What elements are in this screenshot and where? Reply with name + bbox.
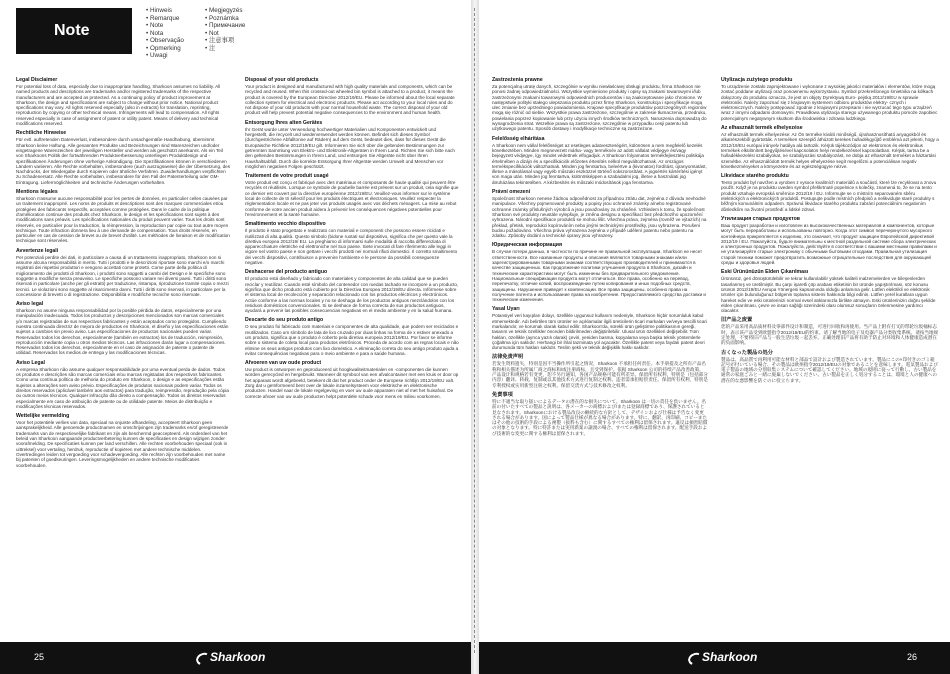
section-heading: Descarte do seu produto antigo <box>245 317 324 324</box>
text-section <box>245 221 459 265</box>
section-body: A empresa Sharkoon não assume qualquer responsabilidade por uma eventual perda de dados. Todos os produtos e descrições são marcas comerciais e/ou marcas registadas dos respectivos fabricantes. Como uma contínua política de melhoria do produto em Sharkoon, o design e as especificações estão sujeitos a alterações sem aviso prévio. Especificações de produtos nacionais podem variar. Todos os direitos reservados (aplicável também aos extractos) para tradução, reimpressão, reprodução pela cópia ou outros meios técnicos. Qualquer infracção dão direito a compensação. Todos os direitos reservados especialmente em caso de atribuição de patente ou de utilidade patente. Meios de distribuição e modificações técnicas reservados. <box>16 366 229 409</box>
section-heading: Entsorgung Ihres alten Gerätes <box>245 119 323 126</box>
section-heading: Aviso Legal <box>16 359 45 366</box>
text-section <box>16 413 230 468</box>
section-body: Il prodotto è stato progettato e realizzato con materiali e componenti che possono essere riciclati e riutilizzati di alta qualità. Questo simbolo (bidone ruotati sul dispositivo, significa che per questo vale la direttiva europea 2012/19/ EU. La preghiamo di informarsi sulle modalità di raccolta differenziata di apparecchiature elettriche ed elettroniche nel Suo paese. Siete invocati di fare riferimento alle leggi in vigore nel vostro paese e non gettare i vecchi prodotti nei normali rifiuti domestici. Il corretto smaltimento dei vecchi dispositivi, contribuisce a prevenire l'ambiente e le persone da possibili conseguenze negative. <box>245 228 458 266</box>
text-section <box>245 269 459 313</box>
language-label: • Not <box>205 30 245 38</box>
brand-name: Sharkoon <box>210 650 266 664</box>
page-gutter <box>471 0 479 674</box>
section-heading: Wettelijke vermelding <box>16 413 70 420</box>
section-body: Az elhasznált termék elhelyezése: Az Ön terméke kiváló minőségű, újrahasznosítható anyagokból és alkatrészekből gyártották. A terméken szereplő áthúzott kerekes hulladékgyűjtő emblémá azt jelenti, hogy a 2012/19/EU európai irányelv hatálya alá tartozik. Kérjük tájékozódjon az elektromos és elektronikus termékek elkülönített begyűjtésével kapcsolatos helyi rendelkezéssel kapcsolatban. Kérjük, tartsa be a hulladékkezelési szabályokat, ne szabályozási szabályozást, ne dobja az elhasznált terméket a háztartási szemétbe. Az elhasználódott termék helyes elhelyezése segít megelőzni a potenciálisan negatív következményeket a környezetre és az egészségügyre nézve. <box>721 132 939 169</box>
section-heading: Felelősség elhárítása <box>492 135 545 142</box>
section-heading: Утилизация старых продуктов <box>721 215 800 222</box>
section-heading: Rechtliche Hinweise <box>16 130 67 137</box>
text-section <box>721 125 939 169</box>
text-section <box>492 354 708 387</box>
section-heading: Disposal of your old products <box>245 77 319 83</box>
left-page <box>0 0 471 674</box>
text-section <box>16 301 230 356</box>
right-page <box>479 0 950 674</box>
language-label: • Remarque <box>146 15 184 23</box>
center-divider <box>474 8 475 653</box>
note-title: Note <box>54 22 90 39</box>
section-heading: Az elhasznált termék elhelyezése <box>721 125 803 132</box>
language-label: • Megjegyzés <box>205 7 245 15</box>
section-heading: 免責事項 <box>492 391 513 398</box>
left-footer <box>0 642 471 674</box>
text-section <box>245 317 459 356</box>
section-heading: 旧产品之废置 <box>721 317 753 324</box>
section-heading: Юридическая информация <box>492 242 562 249</box>
section-heading: 古くなった製品の処分 <box>721 349 773 356</box>
text-section <box>721 216 939 265</box>
text-section <box>492 77 708 132</box>
language-label: • Hinweis <box>146 7 184 15</box>
language-label: • Nota <box>146 30 184 38</box>
page-number-left: 25 <box>34 652 45 662</box>
section-heading: Avvertenze legali <box>16 247 59 254</box>
text-section <box>492 392 708 436</box>
section-heading: Afvoeren van uw oude product <box>245 360 322 367</box>
right-column-1 <box>492 77 708 440</box>
right-footer <box>479 642 950 674</box>
section-body: 您的产品采用高品质材料及零部件设计和制造，可进行回收和再使用。当产品上附有打叉的带轮垃圾桶标志时，表示该产品受到欧盟指令2012/19/EU的约束。请了解当地的电子及电器产品分类收集系统。请按当地规定处理，不要将旧产品与一般生活垃圾一起丢弃。正确处理旧产品将有助于防止对环境和人体健康造成潜在的负面影响。 <box>721 324 939 346</box>
text-section <box>245 120 459 169</box>
section-body: 製品は、高品質で再利用可能な材料と部品で設計および製造されています。製品にこの×印付きのゴミ箱記号が付いている場合、その製品は欧州指令2012/19/EUの対象であることを意味します。電気製品および電子製品の地域の分別収集システムについて確認してください。地域の規則に従って行動し、古い製品を通常の家庭ごみと一緒に廃棄しないでください。古い製品を正しく処分することは、環境と人の健康への潜在的な悪影響を防ぐのに役立ちます。 <box>721 356 938 383</box>
section-heading: Legal Disclaimer <box>16 77 58 83</box>
language-label: • 注意事项 <box>205 37 245 45</box>
section-body: Potansiyel veri kayıpları dolayı, özellikle uygunsuz kullanım nedeniyle, Sharkoon hiçbir sorumluluk kabul etmemektedir. Adı belirtilen tüm ürünler ve açıklamalar ilgili üreticilerin ticari markaları ve/veya tescilli ticari markalarıdır, ve korumalı olarak kabul edilir. Sharkoon'da, sürekli ürün geliştirme politikasının gereği, tasarım ve teknik özellikler önceden bildirilmeden değiştirilebilir. Ulusal ürün özellikleri değişebilir. Tüm hakları, özellikle (ayrıca yazılı olarak) çeviri, yeniden basma, kopyalama veya başka teknik yöntemlerle çoğaltma için saklıdır. Herhangi bir ihlal tazminata yol açacaktır. Özellikle patent veya faydalı patent devri durumunda tüm hakları saklıdır. Teslim şekli ve teknik değişiklik hakkı saklıdır. <box>492 313 707 351</box>
section-body: Tento produkt byl navržen a vyroben z vysoce kvalitních materiálů a součástí, které lze recyklovat a znovu použít. Když je na produktu uveden symbol přeškrtnuté popelnice s kolečky, znamená to, že se na tento produkt vztahuje evropská směrnice 2012/19 / EU. Informujte se o místním separovaném sběru elektrických a elektronických produktů. Postupujte podle místních předpisů a nelikvidujte staré produkty s běžným komunálním odpadem. Správná likvidace starého produktu zabrání potenciálním negativním důsledkům na životní prostředí a lidské zdraví. <box>721 180 937 212</box>
brand-name: Sharkoon <box>702 650 758 664</box>
page-number-right: 26 <box>907 652 918 662</box>
section-body: В случае потери данных, в частности по причине не правильной эксплуатации, Sharkoon не несет ответственности. Все названные продукты и описания являются товарными знаками и/или зарегистрированными товарными знаками соответствующих производителей и принимаются в качестве защищенных. Как продолжение политики улучшения продукта в Sharkoon, дизайн и технические характеристики могут быть изменены без предварительного уведомления. Национальные спецификации продукта могут отличаться. Все права, особенно на перевод, перепечатку, отличие копий, воспроизведение путем копирования и иных подобных средств, защищены. Нарушение приведет к компенсации. Все права защищены, особенно права на получение патента и использование права на изобретение. Предоставляемого средства доставки и технические изменения. <box>492 249 706 303</box>
section-heading: Právní omezení <box>492 189 531 196</box>
section-body: Společnost Sharkoon nenese žádnou odpovědnost za případnou ztrátu dat, zejména z důvodu nevhodné manipulace. Všechny pojmenované produkty a popisy jsou ochranné známky a/nebo registrované ochranné známky příslušných výrobců a jsou považovány za chráněné. Vzhledem k tomu, že společnost Sharkoon své produkty neustále vylepšuje, je změna designu a specifikací bez předchozího upozornění vyhrazena. Národní specifikace produktů se mohou lišit. Všechna práva, zejména (rovněž ve výtazích) na překlad, přetisk, reprodukci kopírováním nebo jinými technickými prostředky, jsou vyhrazena. Porušení budou požadováno. Všechna práva vyhrazena zejména v případě udělení patentu nebo patentu na zdatku. Způsoby dodání a technické úpravy jsou vyhrazeny. <box>492 196 707 239</box>
section-body: Sharkoon no asume ninguna responsabilidad por la posible pérdida de datos, especialmente por una manipulación inadecuada. Todos los productos y descripciones mencionados son marcas comerciales y/o marcas registradas de sus respectivos fabricantes y están aceptados como protegidos. Cumpliendo nuestra continuada directriz de mejora de productos en Sharkoon, el diseño y las especificaciones están sujetos a cambios sin previo aviso. Las especificaciones de productos nacionales pueden variar. Reservados todos los derechos, especialmente (también en extractos) los de traducción, reimpresión, reproducción mediante copia u otros medios técnicos. Las infracciones darán lugar a compensaciones. Reservados todos los derechos, especialmente en el caso de asignación de patente o patente de utilidad. Reservados los medios de entrega y las modificaciones técnicas. <box>16 308 229 356</box>
section-body: Za potencjalną utratę danych, szczególnie w wyniku niewłaściwej obsługi produktu, firma Sharkoon nie ponosi żadnej odpowiedzialności. Wszystkie wymienione produkty i opisy są znakami towarowymi i/lub zastrzeżonymi znakami towarowymi odpowiednich producentów i są zaakceptowane jako chronione. W następstwie polityki stałego ulepszania produktu przez firmę Sharkoon, konstrukcja i specyfikacje mogą ulec zmianie bez uprzedniego powiadomienia. Krajowe specyfikacje produktów poszczególnych regionów mogą się różnić od siebie. Wszystkie prawa zastrzeżone, szczególnie w zakresie tłumaczenia, przedruku, powielania poprzez kopiowanie lub przy użyciu innych środków technicznych. Naruszenia doprowadzą do wynagrodzenia strat. Wszelkie prawa są zastrzeżone, szczególnie w przypadku cesji patentu lub użytkowego patentu. Sposób dostawy i modyfikacje techniczne są zastrzeżone. <box>492 84 707 132</box>
section-heading: Eski Ürününüzün Elden Çıkarılması <box>721 269 809 276</box>
section-heading: Likvidace starého produktu <box>721 173 789 180</box>
text-section <box>16 77 230 126</box>
note-header-box <box>16 8 132 54</box>
text-section <box>16 248 230 297</box>
section-body: A Sharkoon nem vállal felelősséget az esetleges adatveszteségért, különösen a nem megfelelő kezelés következtében. Minden megnevezett márka- vagy terméknév az adott vállalat védjegye és/vagy bejegyzett védjegye, így mindet védettnek elfogadjuk. A Sharkoon folyamatos termékfejlesztési politikája értelmében a dizájn és a specifikációk előzetes értesítés nélkül megváltozhatnak. Az országos termékspecifikációk változhatnak. Minden jog fenntartva, beleértve a (kivonatos) fordítást, újranyomtatást, illetve a másolással vagy egyéb műszaki eszközzel történő sokszorosítást. A jogsértés kártérítési igényt von maga után. Minden jog fenntartva, különösképpen a szabadalmi jog, illetve a használati jog átruházása tekintetében. A kézbesítés és műszaki módosítások joga fenntartva. <box>492 142 707 185</box>
text-section <box>492 136 708 185</box>
text-section <box>245 173 459 217</box>
section-body: Uw product is ontworpen en geproduceerd uit hoogkwaliteitmaterialen en -componenten die kunnen worden gerecycled en hergebruikt. Wanneer dit symbool van een afvalcontainer met een kruis er door op het apparaat wordt afgebeeld, betekent dit dat het product onder de Europese richtlijn 2012/19/EU valt. Zorg dat u geïnformeerd bent over de lokale inzamelsysteem voor elektrische en elektronische producten. Handel naar de lokale regelgeving en voer uw oude apparaten niet af met het huisafval. De correcte afvoer van uw oude producten helpt potentiële schade voor mens en milieu voorkomen. <box>245 367 459 399</box>
left-column-2 <box>245 77 459 403</box>
language-label: • 注 <box>205 45 245 53</box>
language-list-2 <box>205 7 245 52</box>
text-section <box>721 317 939 345</box>
language-label: • Note <box>146 22 184 30</box>
section-heading: Utylizacja zużytego produktu <box>721 77 793 83</box>
language-label: • Observação <box>146 37 184 45</box>
language-label: • Opmerking <box>146 45 184 53</box>
text-section <box>16 130 230 185</box>
section-body: To urządzenie zostało zaprojektowane i wykonane z wysokiej jakości materiałów i elementów, które mogą zostać poddane utylizacji oraz ponownemu wykorzystaniu. Symbol przekreślonego śmietnika na kółkach dołączony do produktu oznacza, że jest on objęty Dyrektywą Euro- pejską 2012/19/EU w sprawie elektroniki. Należy zapoznać się z krajowym systemem odbioru produktów elektry- cznych i elektronicznych. Należy postępować zgodnie z krajowymi przepisami i nie wyrzucać tego typu urządzeń wraz z innymi odpadami domowymi. Prawidłowa utylizacja starego używanego produktu pomoże zapobiec potencjalnym negatywnym skutkom dla środowiska i zdrowia ludzkiego. <box>721 84 938 121</box>
section-heading: Aviso legal <box>16 301 44 308</box>
brand-logo-left <box>196 650 265 664</box>
section-heading: Zastrzeżenia prawne <box>492 77 543 83</box>
language-label: • Uwagi <box>146 52 184 60</box>
section-body: For potential loss of data, especially due to inappropriate handling, Sharkoon assumes no liability. All named products and descriptions are trademarks and/or registered trademarks of the respective manufacturers and are accepted as protected. As a continuing policy of product improvement at Sharkoon, the design and specifications are subject to change without prior notice. National product specifications may vary. All rights reserved especially (also in extracts) for translation, reprinting, reproduction by copying or other technical means. Infringements will lead to compensation. All rights reserved especially in case of assignment of patent or utility patent. Means of delivery and technical modifications reserved. <box>16 84 221 127</box>
text-section <box>721 77 939 121</box>
section-body: O seu produto foi fabricado com materiais e componentes de alta qualidade, que podem ser reciclados e reutilizados. Caso um símbolo de lata de lixo cruzado por duas linhas na forma de x estiver anexado a um produto, significa que o produto é coberto pela diretiva europeia 2012/19/EU. Por favor se informe sobre o sistema de coleta local para produtos eletrônicos. Proceda de acordo com as regras locais e não elimine os seus antigos produtos com lixo doméstico. A eliminação correta do seu antigo produto ajuda a evitar consequências negativas para o meio ambiente e para a saúde humana. <box>245 324 459 356</box>
section-body: Sharkoon n'assume aucune responsabilité pour les pertes de données, en particulier celles causées par un traitement inapproprié. Les noms de produits et descriptions sont des marques commerciales et/ou protégées des fabricants respectifs, acceptées comme protégées. Dans le cadre de la politique d'amélioration continue des produits chez Sharkoon, le design et les spécifications sont sujets à des modifications sans préavis. Les spécifications nationales du produit peuvent varier. Tous les droits sont réservés, en particulier pour la traduction, la réimpression, la reproduction par copie ou tout autre moyen technique. Toute infraction donnera lieu à une demande de compensation. Tous droits réservés, en particulier en cas de cession de brevet ou de brevet d'utilité. Les méthodes de livraison et de modification technique sont réservées. <box>16 196 230 244</box>
text-section <box>245 77 459 116</box>
text-section <box>16 360 230 409</box>
section-body: 若发生资料遗失，特别是因不当操作所引起之情况，Sharkoon 不承担任何责任。本手册提及之所有产品名称和相关描述为所属厂商之商标和/或注册商标，且受到保护。依据 Sharkoon 公司的持续产品改善政策，产品设计和规格若有变更，恕不另行通知，各国产品规格可能有所差异。保留所有权利，特别是（包括部分内容）翻译、转载、复制或以其他技术方式进行复制之权利。违者需承担赔偿责任。保留所有权利，特别是专利授权或实用新型注册之权利。保留交货方式与技术修改之权利。 <box>492 361 708 388</box>
section-heading: Smaltimento vecchio dispositivo <box>245 221 326 228</box>
right-column-2 <box>721 77 939 387</box>
section-heading: Deshacerse del producto antiguo <box>245 269 328 276</box>
section-body: Für evtl. auftretenden Datenverlust, insbesondere durch unsachgemäße Handhabung, übernimmt Sharkoon keine Haftung. Alle genannten Produkte und Bezeichnungen sind Warenzeichen und/oder eingetragene Warenzeichen der jeweiligen Hersteller und werden als geschützt anerkannt. Als ein Teil von Sharkoons Politik der fortwährenden Produktverbesserung unterliegen Produktdesign und -spezifikationen Änderungen ohne vorherige Ankündigung. Die Spezifikationen können in verschiedenen Ländern variieren. Alle Rechte vorbehalten, insbesondere (auch auszugsweise) die der Übersetzung, des Nachdrucks, der Wiedergabe durch Kopieren oder ähnliche Verfahren. Zuwiderhandlungen verpflichten zu Schadenersatz. Alle Rechte vorbehalten, insbesondere für den Fall der Patenterteilung oder GM-Eintragung. Liefermöglichkeiten und technische Änderungen vorbehalten. <box>16 137 230 185</box>
section-body: Ihr Gerät wurde unter Verwendung hochwertiger Materialien und Komponenten entwickelt und hergestellt, die recycelt und wiederverwendet werden können. Befindet sich dieses Symbol (durchgestrichene Abfalltonne auf Rädern) auf dem Gerät, bedeutet dies, dass für dieses Gerät die Europäische Richtline 2012/19/EU gilt. Informieren Sie sich über die geltenden Bestimmungen zur getrennten Sammlung von Elektro- und Elektronik-Altgeräten in Ihrem Land. Richten Sie sich bitte nach den geltenden Bestimmungen in Ihrem Land, und entsorgen Sie Altgeräte nicht über Ihren Haushaltsabfall. Durch die korrekte Entsorgung Ihrer Altgeräte werden Umwelt und Menschen vor möglichen negativen Folgen geschützt. <box>245 126 455 169</box>
language-list-1 <box>146 7 184 60</box>
section-body: Ürününüz, geri dönüştürülebilir ve tekrar kullanılabilir yüksek kaliteli malzemelerden ve bileşenlerden tasarlanmış ve üretilmiştir. Bu çarpı işaretli çöp arabası etiketinin bir üründe yapıştırılması, söz konusu ürünün 2012/19/EU Avrupa Yönergesi kapsamında olduğu anlamına gelir. Lütfen elektrikli ve elektronik ürünler için bulunduğunuz bölgenin toplama sistemi hakkında bilgi edinin. Lütfen yerel kurallara uygun hareket edin ve eski ürünlerinizi normal evsel atıklarınızla birlikte atmayın. Eski ürünlerinizin doğru şekilde elden çıkarılması, çevre ve insan sağlığı üzerindeki olası olumsuz sonuçların önlenmesine yardımcı olacaktır. <box>721 276 936 314</box>
text-section <box>492 242 708 302</box>
section-body: Per potenziali perdite dei dati, in particolare a causa di un trattamento inappropriato, Sharkoon non si assume alcuna responsabilità in merito. Tutti i prodotti e le descrizioni riportate sono marchi e/o marchi registrati dei rispettivi produttori e vengono accettati come protetti. Come parte della politica di miglioramento dei prodotti di Sharkoon, i prodotti sono soggetti a cambi del Design e le specifiche sono soggette a modifiche senza preavviso. Le specifiche possono variare nei diversi paesi. Tutti i diritti sono riservati in particolare (anche per gli estratti) per traduzione, ristampa, riproduzione tramite copia o mezzi tecnici. Le violazioni sono soggette al risarcimento danni. Tutti i diritti sono riservati, in particolare per la concessione di brevetti o di registrazione. Disponibilità e modifiche tecniche sono riservate. <box>16 254 229 297</box>
section-heading: Traitement de votre produit usagé <box>245 173 329 180</box>
text-section <box>721 350 939 383</box>
section-body: Votre produit est conçu et fabriqué avec des matériaux et composants de haute qualité qui peuvent être recyclés et réutilisés. Lorsque ce symbole de poubelle barrée est présent sur un produit, cela signifie que ce dernier est couvert par la directive européenne 2012/19/EU. Veuillez-vous informer sur le système local de collecte de tri sélectif pour les produits électriques et électroniques. Veuillez respecter la réglementation locale et ne pas jeter vos produits usagés avec vos déchets ménagers. La mise au rebut conforme de votre ancien produit aidera à prévenir les conséquences négatives potentielles pour l'environnement et la santé humaine. <box>245 180 459 217</box>
text-section <box>16 189 230 244</box>
section-body: Your product is designed and manufactured with high quality materials and components, which can be recycled and reused. When this crossed-out wheeled bin symbol is attached to a product, it means the product is covered by the European Directive 2012/19/EU. Please be informed about the local separate collection system for electrical and electronic products. Please act according to your local rules and do not dispose of your old products with your normal household waste. The correct disposal of your old product will help prevent potential negative consequences to the environment and human health. <box>245 84 455 116</box>
text-section <box>721 173 939 212</box>
left-column-1 <box>16 77 230 472</box>
section-heading: Mentions légales <box>16 189 58 196</box>
language-label: • Примечание <box>205 22 245 30</box>
section-body: Ваш продукт разработан и изготовлен из высококачественных материалов и компонентов, которые могут быть переработаны и использованы повторно. Когда этот символ перечеркнутого мусорного контейнера прикрепляется к изделию, это означает, что продукт защищен Европейской директивой 2012/19 / EU. Пожалуйста, будьте внимательны к местной раздельной системе сбора электрических и электронных продуктов. Пожалуйста, действуйте в соответствии с вашими местными правилами и не утилизируйте старые электронику с обычными бытовыми отходами. Правильная утилизация старой техники поможет предотвратить возможные отрицательные последствия для окружающей среды и здоровья людей. <box>721 222 937 266</box>
brand-logo-right <box>688 650 757 664</box>
section-heading: 法律免责声明 <box>492 354 524 361</box>
text-section <box>492 189 708 238</box>
section-body: El producto está diseñado y fabricado con materiales y componentes de alta calidad que se pueden reciclar y reutilizar. Cuando esté símbolo del contenedor con ruedas tachado se incorpore a un producto, significa que dicho producto está cubierto por la Directiva Europea 2012/19/EU directa. Infórmese sobre el sistema local de recolección y separación relacionado con los productos eléctricos y electrónicos. Actúe conforme a las normas locales y no se deshaga de los productos antiguos mezclándolos con los residuos domésticos convencionales. Si se deshace de forma correcta de sus productos antiguos, ayudará a prevenir las posibles consecuencias negativas en el medio ambiente y en la salud humana. <box>245 276 459 314</box>
section-body: 特に不適当な取り扱いによるデータの潜在的な損失について、Sharkoon は一切の責任を負いません。名前の付いたすべての製品と説明は、各メーカーの商標および/または登録商標であり、保護されていると見なされます。Sharkoonにおける製品改良の継続的な方針として、デザインおよび仕様は予告なく変更される場合があります。国によって製品仕様が異なる場合があります。特に、翻訳、再印刷、コピーまたはその他の技術的手段による複製（抜粋も含む）に関するすべての権利は留保されます。違反は損害賠償の対象となります。特に特許または実用新案の譲渡の場合、すべての権利は留保されます。配送手段および技術的な変更に関する権利は留保されます。 <box>492 398 708 436</box>
section-body: Voor het potentiële verlies van data, speciaal na onjuiste afhandeling, accepteert Sharkoon geen aansprakelijkheid. Alle genoemde productnamen en omschrijvingen zijn trademarks en/of geregistreerde trademarks van de respectievelijke fabrikant en zijn als beschermd geaccepteerd. Als onderdeel van het beleid van Sharkoon aangaande productverbetering kunnen de specificaties en design wijzigen zonder voorafmelding. De specificaties kunnen per land verschillen. Alle rechten voorbehouden speciaal (ook in uittreksel) voor vertaling, herdruk, reproductie of kopiëren met andere technische middelen. Overtredingen leiden tot vergoeding voor schadevergoeding. Alle rechten zijn voorbehouden met name bij patenten of goedkeuringen. Leveringsmogelijkheden en andere technische modificaties voorbehouden. <box>16 420 229 468</box>
text-section <box>721 269 939 313</box>
language-label: • Poznámka <box>205 15 245 23</box>
text-section <box>492 306 708 350</box>
shark-logo-icon <box>196 652 208 662</box>
shark-logo-icon <box>688 652 700 662</box>
section-heading: Yasal Uyarı <box>492 306 520 313</box>
text-section <box>245 360 459 399</box>
